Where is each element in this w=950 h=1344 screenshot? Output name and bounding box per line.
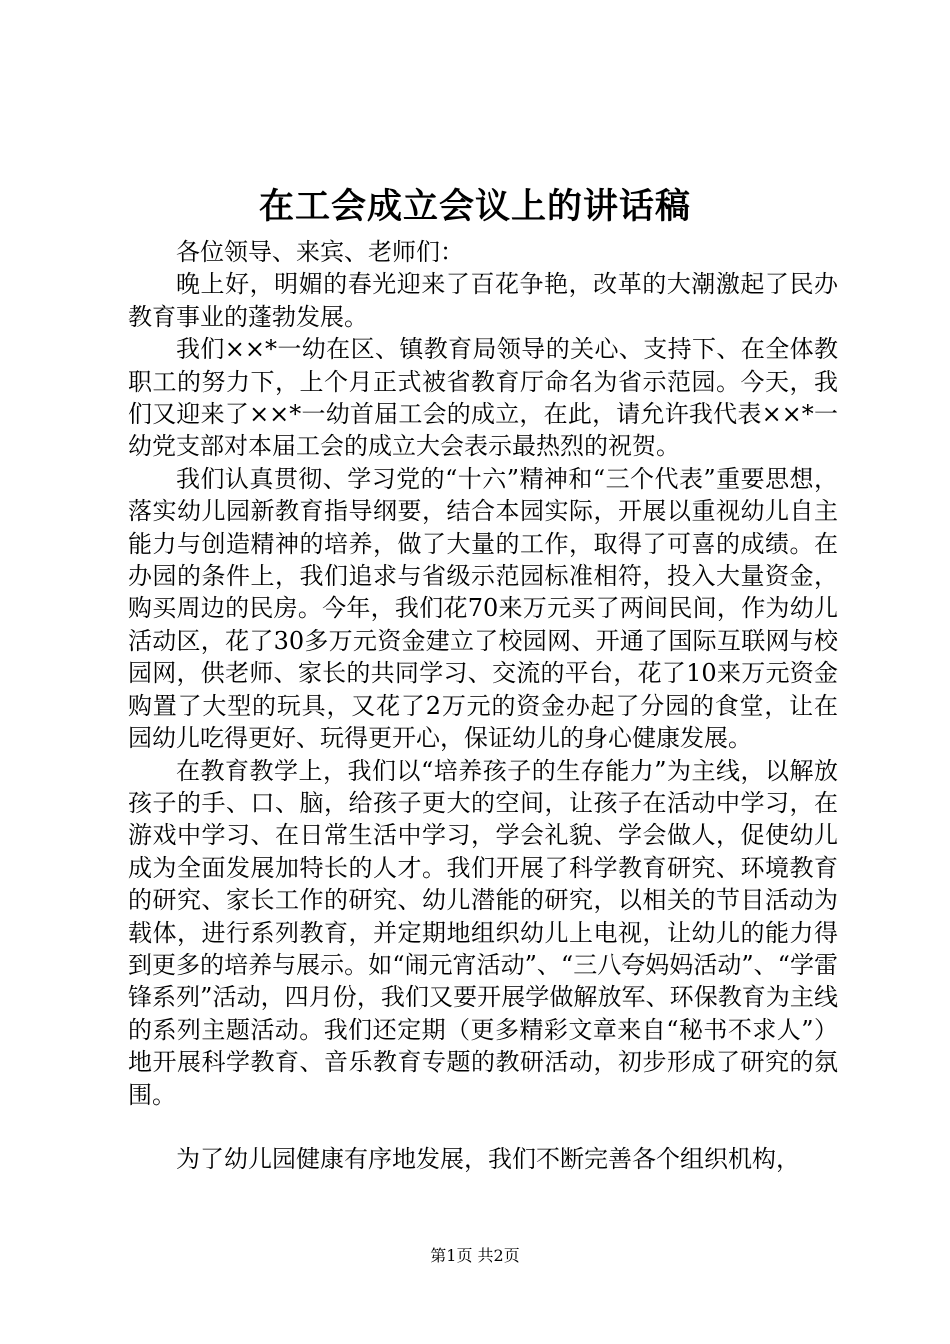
achievements-paragraph: 我们认真贯彻、学习党的“十六”精神和“三个代表”重要思想，落实幼儿园新教育指导纲要，结合本园实际，开展以重视幼儿自主能力与创造精神的培养，做了大量的工作，取得了可喜的成绩。在办园的条件上，我们追求与省级示范园标准相符，投入大量资金，购买周边的民房。今年，我们花70来万元买了两间民间，作为幼儿活动区，花了30多万元资金建立了校园网、开通了国际互联网与校园网，供老师、家长的共同学习、交流的平台，花了10来万元资金购置了大型的玩具，又花了2万元的资金办起了分园的食堂，让在园幼儿吃得更好、玩得更开心，保证幼儿的身心健康发展。 (128, 464, 838, 753)
document-body (128, 236, 838, 1175)
introduction-paragraph: 我们××*一幼在区、镇教育局领导的关心、支持下、在全体教职工的努力下，上个月正式被省教育厅命名为省示范园。今天，我们又迎来了××*一幼首届工会的成立，在此，请允许我代表××*一幼党支部对本届工会的成立大会表示最热烈的祝贺。 (128, 335, 838, 461)
organization-paragraph: 为了幼儿园健康有序地发展，我们不断完善各个组织机构， (176, 1144, 800, 1173)
education-paragraph: 在教育教学上，我们以“培养孩子的生存能力”为主线，以解放孩子的手、口、脑，给孩子更大的空间，让孩子在活动中学习，在游戏中学习、在日常生活中学习，学会礼貌、学会做人，促使幼儿成为全面发展加特长的人才。我们开展了科学教育研究、环境教育的研究、家长工作的研究、幼儿潜能的研究，以相关的节目活动为载体，进行系列教育，并定期地组织幼儿上电视，让幼儿的能力得到更多的培养与展示。如“闹元宵活动”、“三八夸妈妈活动”、“学雷锋系列”活动，四月份，我们又要开展学做解放军、环保教育为主线的系列主题活动。我们还定期（更多精彩文章来自“秘书不求人”）地开展科学教育、音乐教育专题的教研活动，初步形成了研究的氛围。 (128, 756, 838, 1109)
document-title: 在工会成立会议上的讲话稿 (258, 186, 691, 227)
salutation-paragraph: 各位领导、来宾、老师们： (176, 238, 464, 266)
page-number-footer: 第1页 共2页 (430, 1246, 520, 1265)
greeting-paragraph: 晚上好，明媚的春光迎来了百花争艳，改革的大潮激起了民办教育事业的蓬勃发展。 (128, 270, 838, 331)
